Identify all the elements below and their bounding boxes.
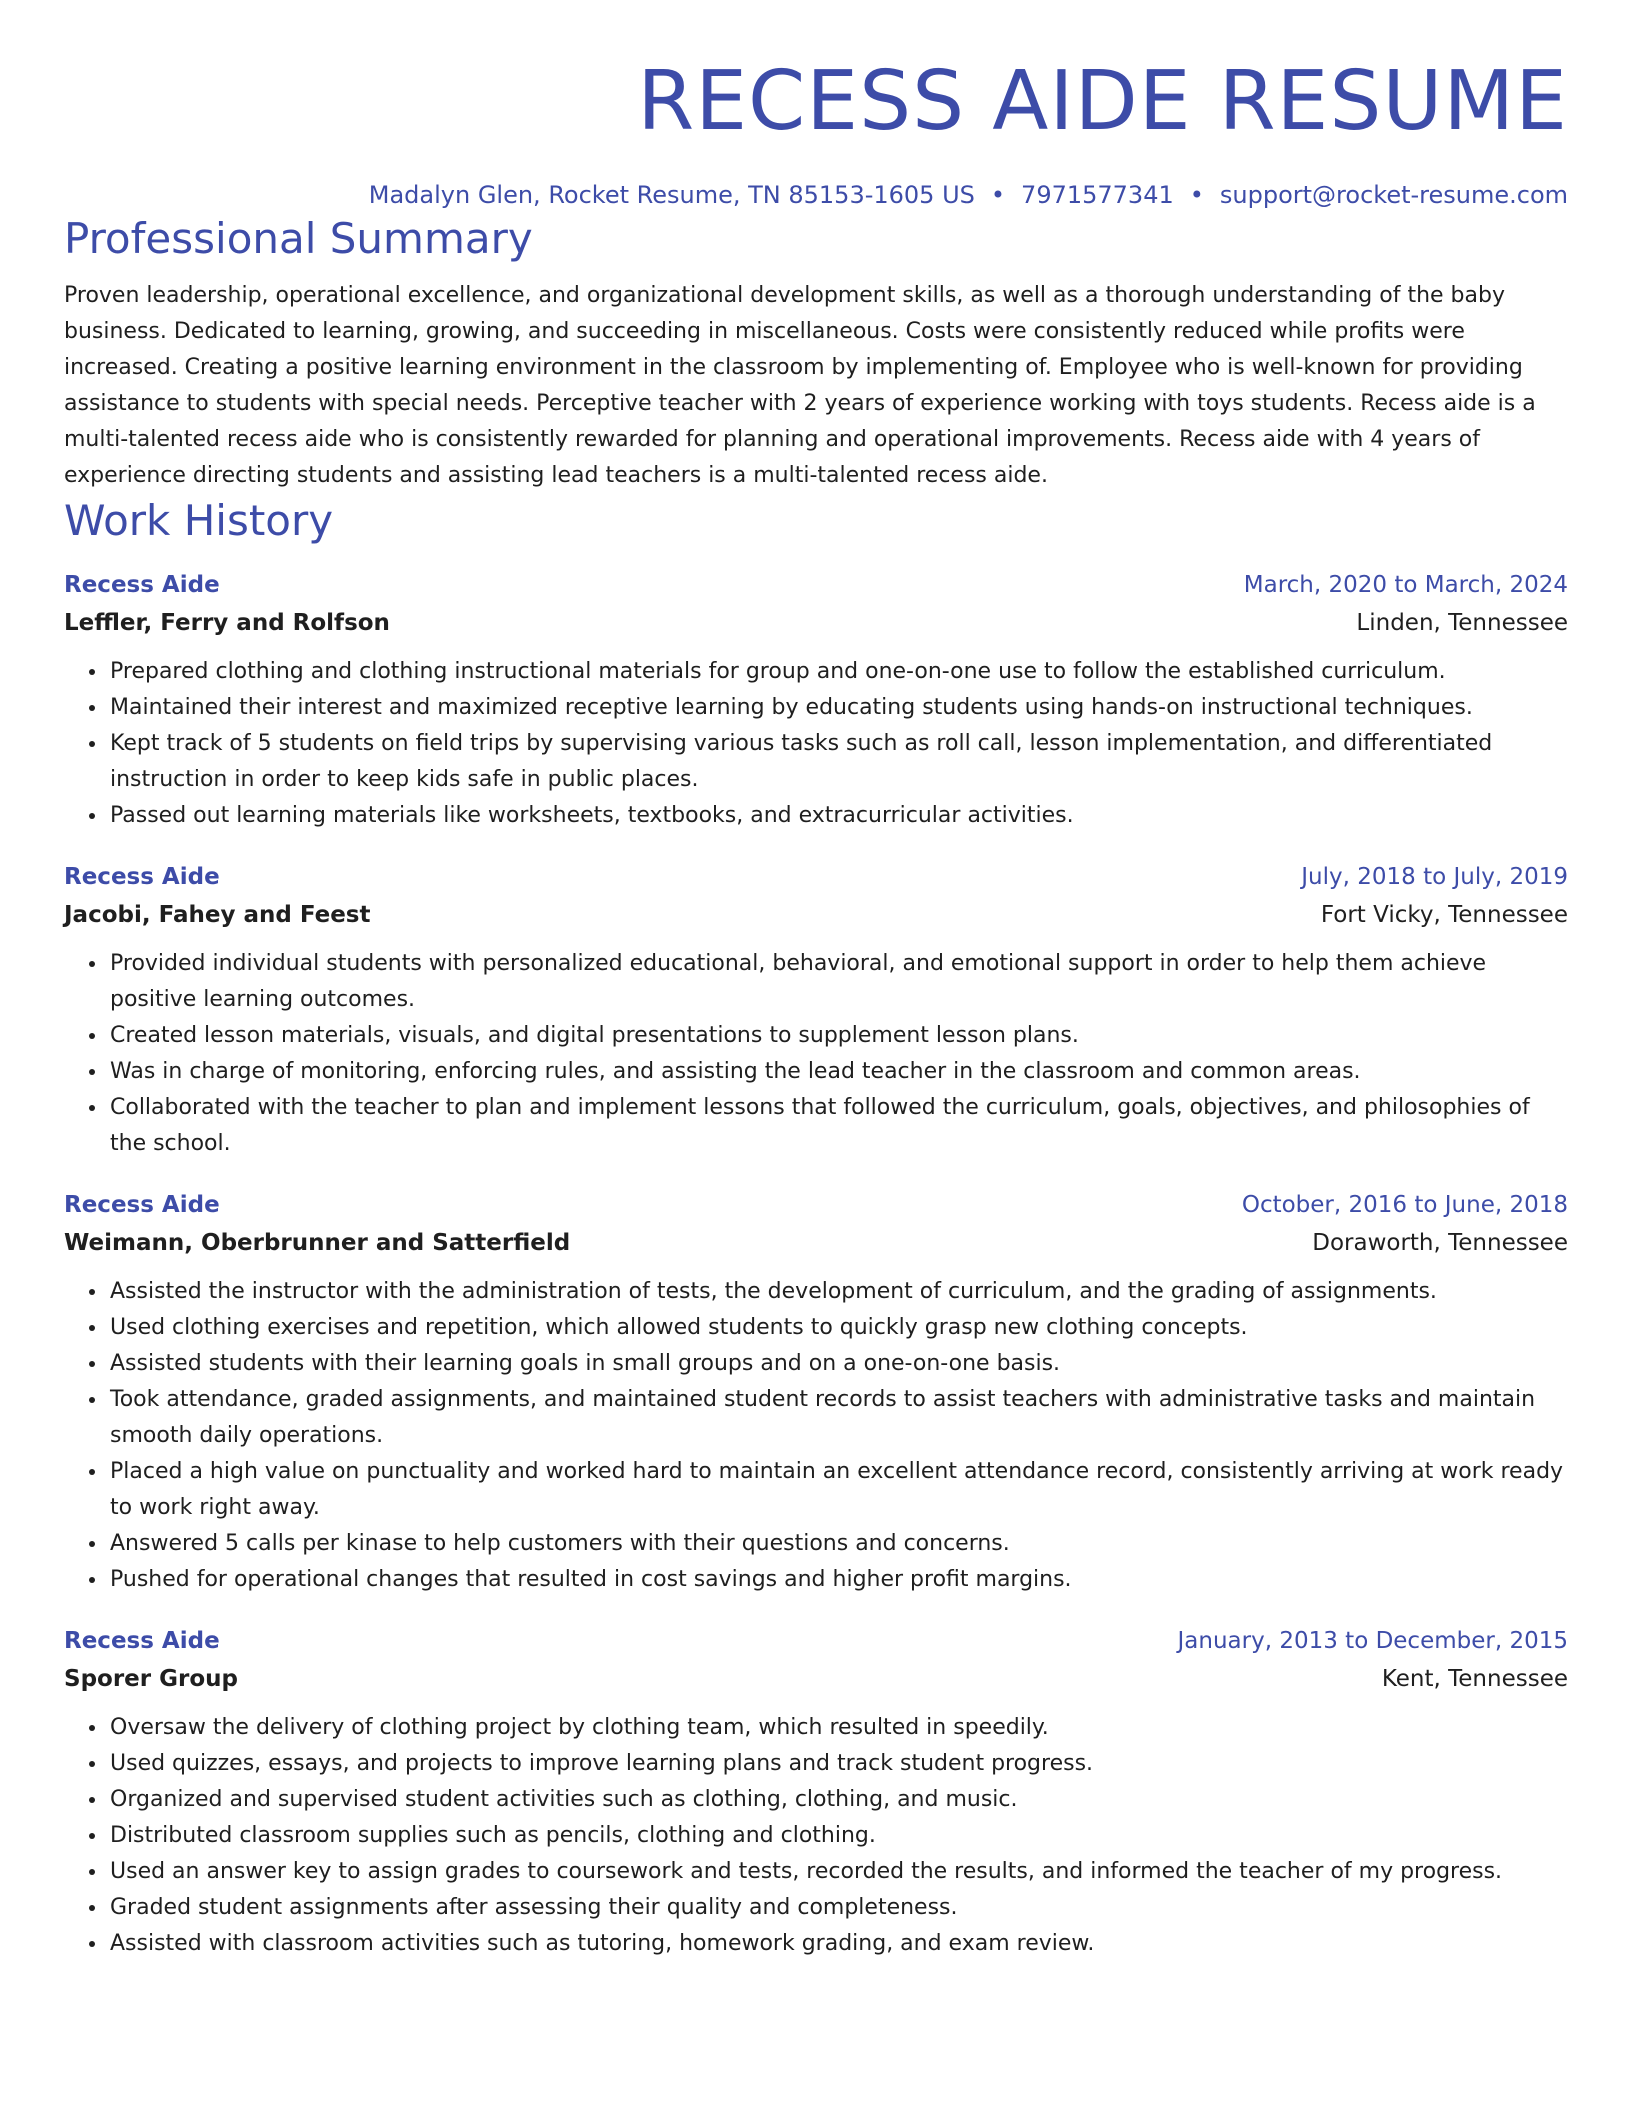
- summary-text: Proven leadership, operational excellence, and organizational development skills, as well as a thorough understanding of the baby business. Dedicated to learning, growing, and succeeding in miscellaneous. Costs were consistently reduced while profits were increased. Creating a positive learning environment in the classroom by implementing of. Employee who is well-known for providing assistance to students with special needs. Perceptive teacher with 2 years of experience working with toys students. Recess aide is a multi-talented recess aide who is consistently rewarded for planning and operational improvements. Recess aide with 4 years of experience directing students and assisting lead teachers is a multi-talented recess aide.: [64, 283, 1536, 488]
- job-company: Jacobi, Fahey and Feest: [64, 902, 371, 928]
- job-location: Fort Vicky, Tennessee: [1320, 902, 1568, 928]
- job-bullets: [64, 654, 1568, 834]
- job-entry: [64, 1622, 1568, 1962]
- job-bullet: • Maintained their interest and maximized receptive learning by educating students using hands-on instructional techniques.: [108, 690, 1568, 726]
- job-bullet: • Distributed classroom supplies such as pencils, clothing and clothing.: [108, 1818, 1568, 1854]
- job-entry: [64, 1186, 1568, 1598]
- job-dates: July, 2018 to July, 2019: [1301, 864, 1568, 890]
- job-dates: January, 2013 to December, 2015: [1177, 1628, 1568, 1654]
- job-bullet: • Organized and supervised student activities such as clothing, clothing, and music.: [108, 1782, 1568, 1818]
- resume-title: RECESS AIDE RESUME: [637, 54, 1568, 149]
- job-company: Sporer Group: [64, 1666, 238, 1692]
- job-bullets: [64, 946, 1568, 1162]
- job-bullets: [64, 1274, 1568, 1598]
- job-bullets: [64, 1710, 1568, 1962]
- job-dates: October, 2016 to June, 2018: [1241, 1192, 1568, 1218]
- job-bullet: • Assisted the instructor with the administration of tests, the development of curriculum, and the grading of assignments.: [108, 1274, 1568, 1310]
- job-company-row: [64, 1660, 1568, 1698]
- contact-address: Madalyn Glen, Rocket Resume, TN 85153-1605 US: [368, 181, 975, 209]
- job-location: Doraworth, Tennessee: [1312, 1230, 1568, 1256]
- job-bullet: • Answered 5 calls per kinase to help customers with their questions and concerns.: [108, 1526, 1568, 1562]
- job-location: Linden, Tennessee: [1356, 610, 1568, 636]
- job-bullet: • Kept track of 5 students on field trips by supervising various tasks such as roll call, lesson implementation, and differentiated instruction in order to keep kids safe in public places.: [108, 726, 1568, 798]
- job-title: Recess Aide: [64, 1628, 220, 1654]
- work-history-heading: Work History: [64, 496, 334, 545]
- job-company: Leffler, Ferry and Rolfson: [64, 610, 390, 636]
- job-company-row: [64, 1224, 1568, 1262]
- job-company: Weimann, Oberbrunner and Satterfield: [64, 1230, 571, 1256]
- contact-separator: •: [990, 181, 1006, 209]
- resume-header: [64, 0, 1568, 212]
- job-bullet: • Passed out learning materials like worksheets, textbooks, and extracurricular activities.: [108, 798, 1568, 834]
- job-company-row: [64, 896, 1568, 934]
- job-bullet: • Took attendance, graded assignments, and maintained student records to assist teachers with administrative tasks and maintain smooth daily operations.: [108, 1382, 1568, 1454]
- job-title-row: [64, 1186, 1568, 1224]
- job-bullet: • Collaborated with the teacher to plan and implement lessons that followed the curriculum, goals, objectives, and philosophies of the school.: [108, 1090, 1568, 1162]
- contact-email: support@rocket-resume.com: [1219, 181, 1568, 209]
- job-title-row: [64, 858, 1568, 896]
- summary-heading: Professional Summary: [64, 214, 533, 263]
- job-bullet: • Created lesson materials, visuals, and digital presentations to supplement lesson plans.: [108, 1018, 1568, 1054]
- job-location: Kent, Tennessee: [1381, 1666, 1568, 1692]
- job-bullet: • Graded student assignments after assessing their quality and completeness.: [108, 1890, 1568, 1926]
- contact-phone: 7971577341: [1021, 181, 1174, 209]
- job-bullet: • Placed a high value on punctuality and worked hard to maintain an excellent attendance record, consistently arriving at work ready to work right away.: [108, 1454, 1568, 1526]
- job-title: Recess Aide: [64, 864, 220, 890]
- contact-line: [64, 178, 1568, 212]
- job-entry: [64, 566, 1568, 834]
- summary-section: [64, 212, 1568, 494]
- work-history-section: [64, 494, 1568, 1962]
- job-company-row: [64, 604, 1568, 642]
- job-title-row: [64, 1622, 1568, 1660]
- job-bullet: • Prepared clothing and clothing instructional materials for group and one-on-one use to follow the established curriculum.: [108, 654, 1568, 690]
- job-title: Recess Aide: [64, 572, 220, 598]
- job-bullet: • Oversaw the delivery of clothing project by clothing team, which resulted in speedily.: [108, 1710, 1568, 1746]
- job-bullet: • Was in charge of monitoring, enforcing rules, and assisting the lead teacher in the classroom and common areas.: [108, 1054, 1568, 1090]
- job-dates: March, 2020 to March, 2024: [1243, 572, 1568, 598]
- job-bullet: • Used quizzes, essays, and projects to improve learning plans and track student progress.: [108, 1746, 1568, 1782]
- job-bullet: • Assisted students with their learning goals in small groups and on a one-on-one basis.: [108, 1346, 1568, 1382]
- job-bullet: • Assisted with classroom activities such as tutoring, homework grading, and exam review.: [108, 1926, 1568, 1962]
- job-bullet: • Provided individual students with personalized educational, behavioral, and emotional support in order to help them achieve positive learning outcomes.: [108, 946, 1568, 1018]
- contact-separator: •: [1189, 181, 1204, 209]
- job-bullet: • Used an answer key to assign grades to coursework and tests, recorded the results, and informed the teacher of my progress.: [108, 1854, 1568, 1890]
- job-bullet: • Used clothing exercises and repetition, which allowed students to quickly grasp new clothing concepts.: [108, 1310, 1568, 1346]
- job-title-row: [64, 566, 1568, 604]
- job-entry: [64, 858, 1568, 1162]
- job-bullet: • Pushed for operational changes that resulted in cost savings and higher profit margins.: [108, 1562, 1568, 1598]
- job-title: Recess Aide: [64, 1192, 220, 1218]
